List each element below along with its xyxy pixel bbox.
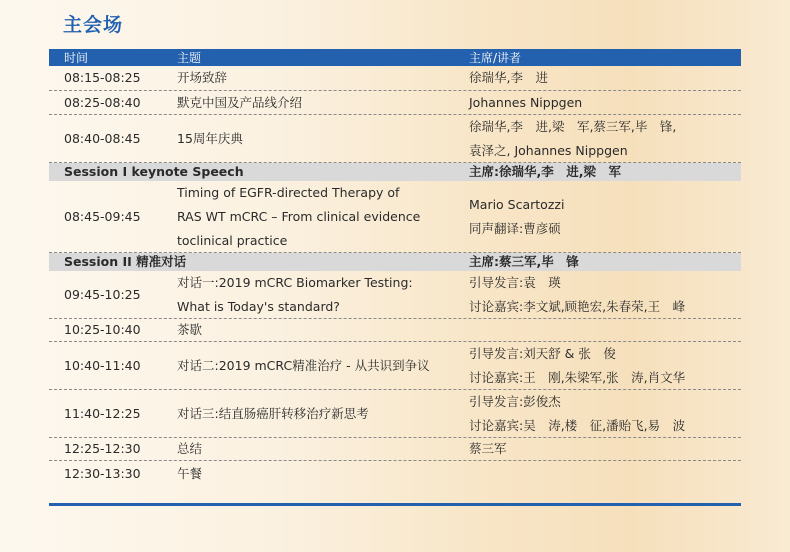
chair-cell-line: 讨论嘉宾:王 刚,朱梁军,张 涛,肖文华 [469,369,686,385]
topic-cell [177,66,467,90]
chair-cell-line: 讨论嘉宾:吴 涛,楼 征,潘贻飞,易 波 [469,417,686,433]
time-text: 11:40-12:25 [64,405,141,421]
table-row [49,115,741,163]
topic-cell-line: 总结 [177,441,203,456]
time-cell [64,91,174,114]
time-text: 12:30-13:30 [64,465,141,481]
chair-cell-line: Johannes Nippgen [469,94,583,110]
time-text: 10:25-10:40 [64,322,141,337]
topic-cell-line: 茶歇 [177,322,203,337]
topic-cell-line: 午餐 [177,465,203,481]
agenda-table [49,49,741,486]
topic-cell-line: 对话二:2019 mCRC精准治疗 - 从共识到争议 [177,357,430,373]
header-topic: 主题 [177,51,202,65]
time-cell [64,271,174,318]
time-text: 12:25-12:30 [64,441,141,456]
topic-cell [177,271,467,318]
chair-cell [469,319,741,341]
chair-cell-line: 徐瑞华,李 进 [469,70,548,85]
chair-cell-line: 讨论嘉宾:李文斌,顾艳宏,朱春荣,王 峰 [469,298,686,314]
bottom-rule [49,503,741,506]
topic-cell [177,390,467,437]
table-header [49,49,741,66]
topic-cell-line: What is Today's standard? [177,298,340,314]
topic-cell-line: 对话一:2019 mCRC Biomarker Testing: [177,274,413,290]
header-time: 时间 [64,51,89,65]
page-title: 主会场 [63,14,124,36]
section-title-text: Session II 精准对话 [64,254,187,269]
chair-cell [469,438,741,460]
section-row [49,163,741,181]
header-chair: 主席/讲者 [469,51,522,65]
topic-cell [177,91,467,114]
topic-cell [177,181,467,252]
chair-cell-line: 蔡三军 [469,441,507,456]
time-text: 08:40-08:45 [64,130,141,146]
chair-cell-line: 袁泽之, Johannes Nippgen [469,142,628,158]
topic-cell-line: 15周年庆典 [177,130,243,146]
section-title [64,253,464,271]
section-chair-line: 主席:蔡三军,毕 锋 [469,254,579,269]
chair-cell [469,390,741,437]
time-cell [64,319,174,341]
table-row [49,342,741,390]
topic-cell [177,461,467,486]
time-cell [64,342,174,389]
table-row [49,66,741,91]
topic-cell-line: 开场致辞 [177,70,228,85]
table-row [49,438,741,461]
chair-cell-line: 徐瑞华,李 进,梁 军,蔡三军,毕 锋, [469,118,677,134]
time-cell [64,461,174,486]
chair-cell [469,181,741,252]
chair-cell-line: Mario Scartozzi [469,196,565,212]
table-row [49,390,741,438]
time-cell [64,115,174,162]
chair-cell [469,271,741,318]
topic-cell [177,342,467,389]
chair-cell-line: 同声翻译:曹彦硕 [469,220,561,236]
section-title-text: Session I keynote Speech [64,164,244,179]
topic-cell [177,438,467,460]
topic-cell [177,115,467,162]
table-row [49,91,741,115]
table-body [49,66,741,486]
time-text: 08:45-09:45 [64,208,141,224]
time-cell [64,181,174,252]
chair-cell-line: 引导发言:刘天舒 & 张 俊 [469,345,616,361]
section-chair-line: 主席:徐瑞华,李 进,梁 军 [469,164,621,179]
topic-cell-line: RAS WT mCRC – From clinical evidence [177,208,421,224]
chair-cell-line: 引导发言:袁 瑛 [469,274,561,290]
time-text: 08:15-08:25 [64,70,141,85]
time-cell [64,438,174,460]
chair-cell [469,66,741,90]
section-title [64,163,464,181]
section-chair [469,253,741,271]
topic-cell-line: Timing of EGFR-directed Therapy of [177,184,400,200]
chair-cell [469,342,741,389]
time-text: 09:45-10:25 [64,286,141,302]
table-row [49,271,741,319]
time-cell [64,66,174,90]
chair-cell [469,91,741,114]
table-row [49,319,741,342]
time-cell [64,390,174,437]
section-chair [469,163,741,181]
topic-cell-line: 对话三:结直肠癌肝转移治疗新思考 [177,405,369,421]
topic-cell-line: 默克中国及产品线介绍 [177,94,303,110]
topic-cell [177,319,467,341]
time-text: 10:40-11:40 [64,357,141,373]
topic-cell-line: toclinical practice [177,232,288,248]
table-row [49,181,741,253]
time-text: 08:25-08:40 [64,94,141,110]
chair-cell-line: 引导发言:彭俊杰 [469,393,561,409]
chair-cell [469,461,741,486]
section-row [49,253,741,271]
chair-cell [469,115,741,162]
table-row [49,461,741,486]
